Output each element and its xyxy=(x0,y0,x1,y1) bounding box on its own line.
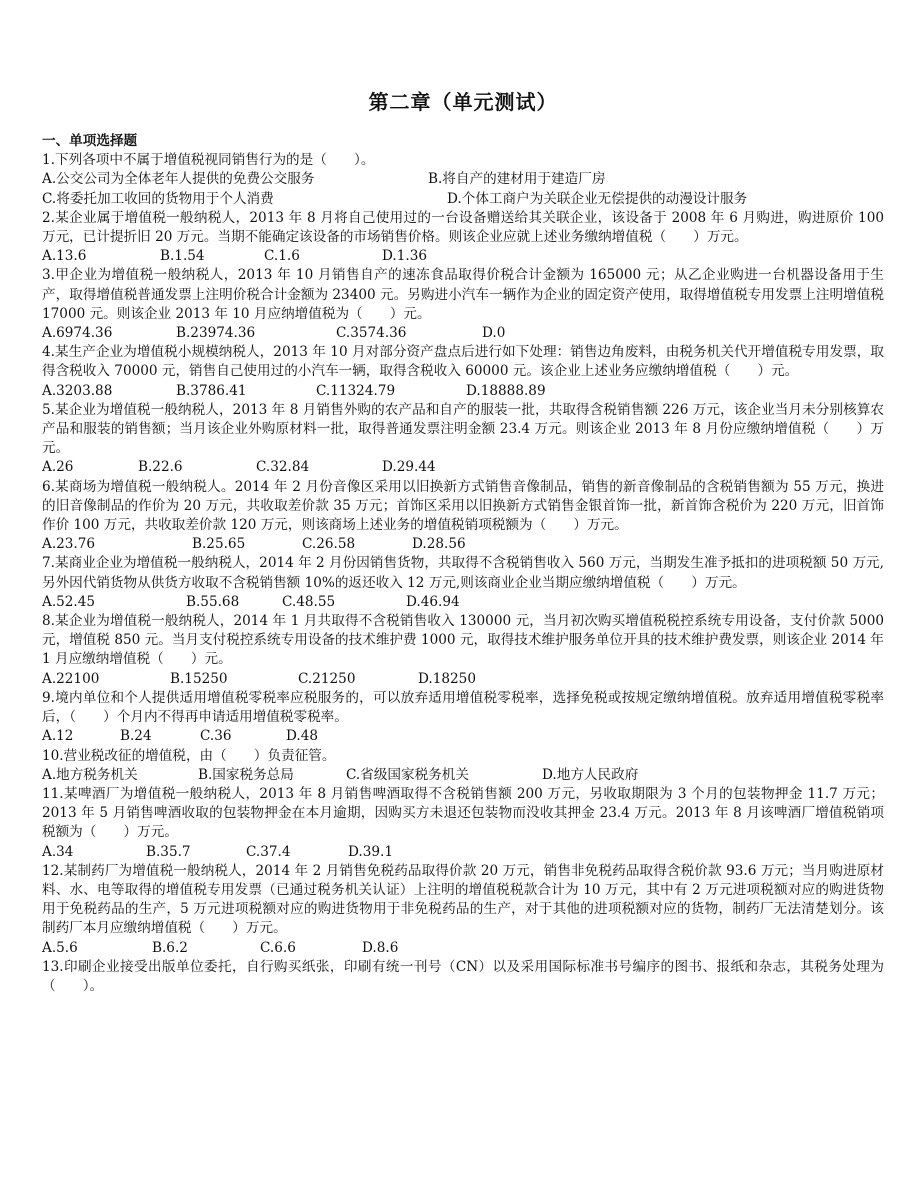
option: C.21250 xyxy=(298,670,356,687)
question-stem: 9.境内单位和个人提供适用增值税零税率应税服务的，可以放弃适用增值税零税率，选择免税或按规定缴纳增值税。放弃适用增值税零税率后，（ ）个月内不得再申请适用增值税零税率。 xyxy=(42,689,884,726)
option-row xyxy=(42,593,884,612)
question-stem: 8.某企业为增值税一般纳税人，2014 年 1 月共取得不含税销售收入 130000 元，当月初次购买增值税税控系统专用设备，支付价款 5000 元，增值税 850 元。当月支付税控系统专用设备的技术维护费 1000 元，取得技术维护服务单位开具的技术维护费发票，则该企业 2014 年 1 月应缴纳增值税（ ）元。 xyxy=(42,613,889,668)
option: B.24 xyxy=(120,728,152,745)
option: D.地方人民政府 xyxy=(542,766,639,783)
option: C.32.84 xyxy=(256,459,310,476)
option: A.23.76 xyxy=(42,536,96,553)
option: C.1.6 xyxy=(264,248,300,265)
option-row xyxy=(42,535,884,554)
option-row xyxy=(42,843,884,862)
question-stem: 4.某生产企业为增值税小规模纳税人，2013 年 10 月对部分资产盘点后进行如下处理：销售边角废料，由税务机关代开增值税专用发票，取得含税收入 70000 元，销售自己使用过的小汽车一辆，取得含税收入 60000 元。该企业上述业务应缴纳增值税（ ）元。 xyxy=(42,344,884,380)
question-stem: 6.某商场为增值税一般纳税人。2014 年 2 月份音像区采用以旧换新方式销售音像制品，销售的新音像制品的含税销售额为 55 万元，换进的旧音像制品的作价为 20 万元，共收取差价款 35 万元；首饰区采用以旧换新方式销售金银首饰一批，新首饰含税价为 220 万元，旧首饰作价 100 万元，共收取差价款 120 万元，则该商场上述业务的增值税销项税额为（ ）万元。 xyxy=(42,478,884,534)
option: C.省级国家税务机关 xyxy=(346,766,469,783)
option: A.52.45 xyxy=(42,593,96,610)
option: B.将自产的建材用于建造厂房 xyxy=(428,171,606,188)
option: D.18250 xyxy=(418,670,476,687)
option: B.国家税务总局 xyxy=(198,766,294,783)
option-row xyxy=(42,170,884,189)
option: C.3574.36 xyxy=(336,325,407,342)
option: A.地方税务机关 xyxy=(42,766,138,783)
option: A.13.6 xyxy=(42,248,87,265)
option: C.26.58 xyxy=(302,536,356,553)
option: A.26 xyxy=(42,459,74,476)
option-row xyxy=(42,190,884,209)
option: B.35.7 xyxy=(146,843,191,860)
option: B.6.2 xyxy=(152,939,188,956)
option: D.0 xyxy=(482,325,506,342)
question-stem: 5.某企业为增值税一般纳税人，2013 年 8 月销售外购的农产品和自产的服装一批，共取得含税销售额 226 万元，该企业当月未分别核算农产品和服装的销售额；当月该企业外购原材料一批，取得普通发票注明金额 23.4 万元。则该企业 2013 年 8 月份应缴纳增值税（ ）万元。 xyxy=(42,401,884,457)
question-stem: 10.营业税改征的增值税，由（ ）负责征管。 xyxy=(42,747,336,764)
option-row xyxy=(42,727,884,746)
option: A.12 xyxy=(42,728,74,745)
option: D.46.94 xyxy=(406,593,460,610)
option-row xyxy=(42,324,884,343)
option: B.3786.41 xyxy=(176,382,247,399)
section-heading: 一、单项选择题 xyxy=(42,133,138,149)
option-row xyxy=(42,247,884,266)
option: C.将委托加工收回的货物用于个人消费 xyxy=(42,190,274,207)
option-row xyxy=(42,670,884,689)
option: B.22.6 xyxy=(138,459,183,476)
question-stem: 7.某商业企业为增值税一般纳税人，2014 年 2 月份因销售货物，共取得不含税销售收入 560 万元，当期发生准予抵扣的进项税额 50 万元,另外因代销货物从供货方收取不含税销售额 10%的返还收入 12 万元,则该商业企业当期应缴纳增值税（ ）万元。 xyxy=(42,555,884,591)
option: D.18888.89 xyxy=(466,382,546,399)
option: A.5.6 xyxy=(42,939,78,956)
option: D.28.56 xyxy=(412,536,466,553)
option: A.34 xyxy=(42,843,74,860)
option: D.29.44 xyxy=(382,459,436,476)
option-row xyxy=(42,458,884,477)
option: C.36 xyxy=(200,728,232,745)
question-stem: 2.某企业属于增值税一般纳税人，2013 年 8 月将自己使用过的一台设备赠送给其关联企业，该设备于 2008 年 6 月购进，购进原价 100 万元，已计提折旧 20 万元。当期不能确定该设备的市场销售价格。则该企业应就上述业务缴纳增值税（ ）万元。 xyxy=(42,209,889,246)
question-stem: 11.某啤酒厂为增值税一般纳税人，2013 年 8 月销售啤酒取得不含税销售额 200 万元，另收取期限为 3 个月的包装物押金 11.7 万元；2013 年 5 月销售啤酒收取的包装物押金在本月逾期，因购买方未退还包装物而没收其押金 23.4 万元。2013 年 8 月该啤酒厂增值税销项税额为（ ）万元。 xyxy=(42,785,884,841)
option: D.39.1 xyxy=(348,843,394,860)
question-list xyxy=(42,132,889,996)
option: A.公交公司为全体老年人提供的免费公交服务 xyxy=(42,171,315,188)
option: B.1.54 xyxy=(160,248,205,265)
option: A.3203.88 xyxy=(42,382,113,399)
option: B.15250 xyxy=(170,670,228,687)
option-row xyxy=(42,939,884,958)
question-stem: 1.下列各项中不属于增值税视同销售行为的是（ ）。 xyxy=(42,152,375,169)
question-stem: 12.某制药厂为增值税一般纳税人，2014 年 2 月销售免税药品取得价款 20 万元，销售非免税药品取得含税价款 93.6 万元；当月购进原材料、水、电等取得的增值税专用发票（已通过税务机关认证）上注明的增值税税款合计为 10 万元，其中有 2 万元进项税额对应的购进货物用于免税药品的生产，5 万元进项税额对应的购进货物用于非免税药品的生产，对于其他的进项税额对应的货物，制药厂无法清楚划分。该制药厂本月应缴纳增值税（ ）万元。 xyxy=(42,862,884,937)
question-stem: 13.印刷企业接受出版单位委托，自行购买纸张，印刷有统一刊号（CN）以及采用国际标准书号编序的图书、报纸和杂志，其税务处理为（ ）。 xyxy=(42,958,884,994)
option: A.22100 xyxy=(42,670,100,687)
option: C.6.6 xyxy=(260,939,296,956)
page-title: 第二章（单元测试） xyxy=(368,90,558,114)
option: C.37.4 xyxy=(246,843,291,860)
option: B.55.68 xyxy=(186,593,240,610)
option: D.48 xyxy=(286,728,319,745)
option: B.25.65 xyxy=(192,536,246,553)
option: D.1.36 xyxy=(382,248,428,265)
option: C.11324.79 xyxy=(316,382,396,399)
option-row xyxy=(42,766,884,785)
option: A.6974.36 xyxy=(42,325,113,342)
option: C.48.55 xyxy=(282,593,336,610)
option: D.8.6 xyxy=(362,939,399,956)
option: B.23974.36 xyxy=(176,325,256,342)
question-stem: 3.甲企业为增值税一般纳税人，2013 年 10 月销售自产的速冻食品取得价税合计金额为 165000 元；从乙企业购进一台机器设备用于生产，取得增值税普通发票上注明价税合计金额为 23400 元。另购进小汽车一辆作为企业的固定资产使用，取得增值税专用发票上注明增值税 17000 元。则该企业 2013 年 10 月应纳增值税为（ ）元。 xyxy=(42,267,889,322)
option-row xyxy=(42,382,884,401)
option: D.个体工商户为关联企业无偿提供的动漫设计服务 xyxy=(447,190,748,207)
